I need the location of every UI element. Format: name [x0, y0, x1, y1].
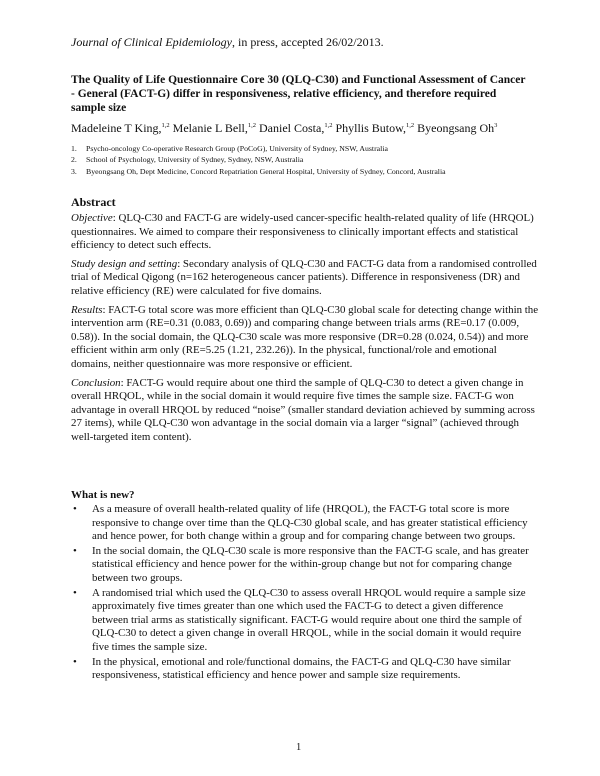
section-label: Results	[71, 303, 103, 316]
journal-name: Journal of Clinical Epidemiology	[71, 35, 232, 49]
journal-status: , in press, accepted 26/02/2013.	[231, 35, 384, 49]
journal-citation	[71, 35, 384, 50]
author-affiliation-mark: 1,2	[324, 122, 333, 129]
section-text: : FACT-G would require about one third the sample of QLQ-C30 to detect a given change in overall HRQOL, while in the social domain it would require five times the sample size. FACT-G won advantage in overall HRQOL by reduced “noise” (smaller standard deviation achieved by summing across 27 items), while QLQ-C30 won advantage in the social domain via a larger “signal” (achieved through well-targeted item content).	[71, 376, 535, 443]
what-is-new-heading: What is new?	[71, 489, 135, 501]
author-name: Melanie L Bell,	[169, 121, 248, 135]
author-name: Byeongsang Oh	[414, 121, 495, 135]
list-item-text: In the physical, emotional and role/functional domains, the FACT-G and QLQ-C30 have similar responsiveness, statistical efficiency and hence power and sample size requirements.	[92, 655, 511, 682]
author-affiliation-mark: 1,2	[247, 122, 256, 129]
affiliation-text: Byeongsang Oh, Dept Medicine, Concord Repatriation General Hospital, University of Sydney, Concord, Australia	[86, 166, 446, 176]
list-item	[71, 656, 539, 683]
abstract-objective	[71, 212, 539, 253]
author-affiliation-mark: 3	[494, 122, 498, 129]
affiliation-text: School of Psychology, University of Sydney, Sydney, NSW, Australia	[86, 155, 304, 165]
bullet-icon: •	[73, 503, 77, 515]
affiliation-item	[71, 154, 541, 165]
author-list	[71, 118, 541, 136]
affiliation-item	[71, 143, 541, 154]
what-is-new-list	[71, 503, 539, 684]
list-item-text: In the social domain, the QLQ-C30 scale is more responsive than the FACT-G scale, and has greater statistical efficiency and hence power for the within-group change but not for comparing change between two groups.	[92, 544, 529, 584]
list-item	[71, 545, 539, 586]
list-item	[71, 503, 539, 544]
affiliation-text: Psycho-oncology Co-operative Research Group (PoCoG), University of Sydney, NSW, Australia	[86, 144, 388, 153]
author-affiliation-mark: 1,2	[161, 122, 170, 129]
section-label: Study design and setting	[71, 257, 178, 270]
abstract-conclusion	[71, 377, 539, 445]
author-affiliation-mark: 1,2	[406, 122, 415, 129]
author-name: Phyllis Butow,	[332, 121, 407, 135]
affiliation-number: 1.	[71, 144, 77, 153]
affiliation-number: 3.	[71, 166, 77, 176]
section-text: : QLQ-C30 and FACT-G are widely-used cancer-specific health-related quality of life (HRQOL) questionnaires. We aimed to compare their responsiveness to clinically important effects and statistical efficiency to detect such effects.	[71, 212, 534, 252]
page-number: 1	[296, 742, 302, 753]
affiliation-item	[71, 166, 541, 177]
bullet-icon: •	[73, 586, 77, 599]
abstract-results	[71, 304, 539, 372]
section-text: : FACT-G total score was more efficient than QLQ-C30 global scale for detecting change within the intervention arm (RE=0.31 (0.083, 0.69)) and comparing change between trials arms (RE=0.17 (0.009, 0.58)). In the social domain, the QLQ-C30 scale was more responsive (DR=0.28 (0.024, 0.54)) and more efficient within arm only (RE=5.25 (1.21, 232.26)). In the physical, functional/role and emotional domains, neither questionnaire was more responsive or efficient.	[71, 303, 539, 370]
abstract-study-design	[71, 258, 539, 299]
list-item-text: As a measure of overall health-related quality of life (HRQOL), the FACT-G total score is more responsive to change over time than the QLQ-C30 global scale, and has greater statistical efficiency and hence power, for both change within a group and for comparing change between two groups.	[92, 503, 528, 543]
section-label: Conclusion	[71, 376, 121, 389]
abstract-heading: Abstract	[71, 195, 116, 209]
section-label: Objective	[71, 212, 113, 224]
affiliation-list	[71, 143, 541, 177]
bullet-icon: •	[73, 544, 77, 557]
list-item-text: A randomised trial which used the QLQ-C30 to assess overall HRQOL would require a sample size approximately five times greater than one which used the FACT-G to detect a given difference between trial arms as statistically significant. FACT-G would require about one third the sample of QLQ-C30 to detect a given change in overall HRQOL, while in the social domain it would require five times the sample size.	[92, 586, 526, 653]
bullet-icon: •	[73, 655, 77, 668]
section-text: : Secondary analysis of QLQ-C30 and FACT-G data from a randomised controlled trial of Medical Qigong (n=162 heterogeneous cancer patients). Difference in responsiveness (DR) and relative efficiency (RE) were calculated for five domains.	[71, 257, 537, 297]
author-name: Daniel Costa,	[256, 121, 325, 135]
list-item	[71, 587, 539, 655]
affiliation-number: 2.	[71, 155, 77, 165]
abstract-body	[71, 212, 539, 450]
author-name: Madeleine T King,	[71, 121, 162, 135]
paper-title: The Quality of Life Questionnaire Core 30 (QLQ-C30) and Functional Assessment of Cancer - General (FACT-G) differ in responsiveness, relative efficiency, and therefore required sample size	[71, 74, 526, 115]
